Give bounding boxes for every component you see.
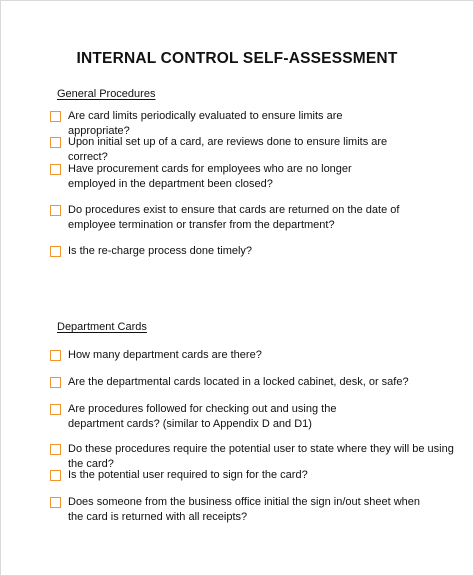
- checkbox-icon[interactable]: [50, 444, 61, 455]
- item-text: Is the potential user required to sign for the card?: [68, 469, 308, 481]
- item-text: Is the re-charge process done timely?: [68, 245, 253, 257]
- page-title: INTERNAL CONTROL SELF-ASSESSMENT: [76, 50, 398, 67]
- checkbox-icon[interactable]: [50, 377, 61, 388]
- checkbox-icon[interactable]: [50, 164, 61, 175]
- checkbox-icon[interactable]: [50, 246, 61, 257]
- item-text: How many department cards are there?: [68, 349, 262, 361]
- item-text: Does someone from the business office initial the sign in/out sheet when the card is returned with all receipts?: [68, 496, 420, 523]
- item-text: Upon initial set up of a card, are reviews done to ensure limits are correct?: [68, 136, 388, 163]
- item-text: Are procedures followed for checking out and using the department cards? (similar to Appendix D and D1): [68, 403, 337, 430]
- item-text: Do these procedures require the potential user to state where they will be using the card?: [68, 443, 454, 470]
- checkbox-icon[interactable]: [50, 111, 61, 122]
- item-text: Are the departmental cards located in a locked cabinet, desk, or safe?: [68, 376, 409, 388]
- checkbox-icon[interactable]: [50, 137, 61, 148]
- section-heading-general-procedures: General Procedures: [57, 88, 156, 100]
- checkbox-icon[interactable]: [50, 350, 61, 361]
- checkbox-icon[interactable]: [50, 470, 61, 481]
- checkbox-icon[interactable]: [50, 404, 61, 415]
- checkbox-icon[interactable]: [50, 497, 61, 508]
- checkbox-icon[interactable]: [50, 205, 61, 216]
- item-text: Are card limits periodically evaluated to ensure limits are appropriate?: [68, 110, 343, 137]
- section-heading-department-cards: Department Cards: [57, 321, 147, 333]
- item-text: Have procurement cards for employees who are no longer employed in the department been closed?: [68, 163, 352, 190]
- item-text: Do procedures exist to ensure that cards are returned on the date of employee termination or transfer from the department?: [68, 204, 400, 231]
